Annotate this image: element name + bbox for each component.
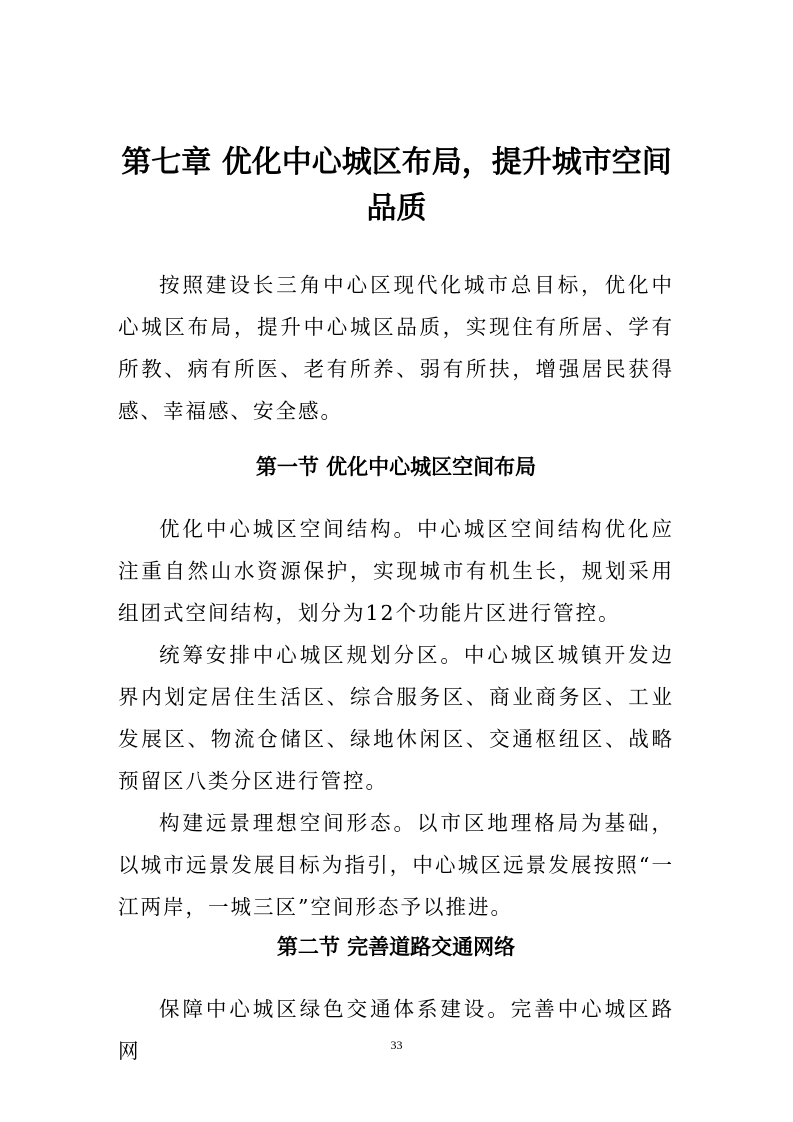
chapter-title: 第七章 优化中心城区布局，提升城市空间品质 [121,145,672,226]
section-2-heading: 第二节 完善道路交通网络 [276,935,516,959]
section-1-paragraph-2: 统筹安排中心城区规划分区。中心城区城镇开发边界内划定居住生活区、综合服务区、商业商务区、工业发展区、物流仓储区、绿地休闲区、交通枢纽区、战略预留区八类分区进行管控。 [118,643,674,793]
section-1-paragraph-3: 构建远景理想空间形态。以市区地理格局为基础，以城市远景发展目标为指引，中心城区远景发展按照“一江两岸，一城三区”空间形态予以推进。 [118,811,674,919]
intro-paragraph: 按照建设长三角中心区现代化城市总目标，优化中心城区布局，提升中心城区品质，实现住有所居、学有所教、病有所医、老有所养、弱有所扶，增强居民获得感、幸福感、安全感。 [118,273,674,423]
page-number: 33 [390,1038,403,1052]
section-1-paragraph-1: 优化中心城区空间结构。中心城区空间结构优化应注重自然山水资源保护，实现城市有机生长，规划采用组团式空间结构，划分为12个功能片区进行管控。 [118,517,674,625]
section-2-paragraph-1: 保障中心城区绿色交通体系建设。完善中心城区路网 [118,997,674,1063]
section-1-heading: 第一节 优化中心城区空间布局 [255,455,537,479]
